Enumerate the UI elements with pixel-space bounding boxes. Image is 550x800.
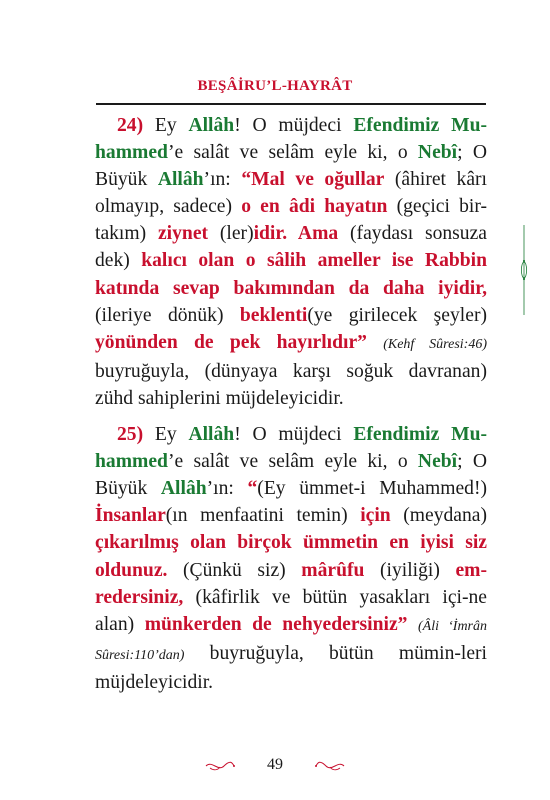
text-run: ! O müjdeci: [234, 115, 354, 136]
text-run: (Çünkü siz): [167, 559, 302, 581]
paragraph-24: [95, 112, 487, 412]
verse-emphasis: idir. Ama: [253, 223, 339, 245]
item-number: 25): [117, 424, 155, 446]
text-run: (kâfirlik ve bütün yasakları içi-ne alan): [95, 586, 487, 635]
text-run: buyruğuyla, bütün mümin-leri müjdeleyicidir.: [95, 642, 487, 693]
name-emphasis: Efendimiz Mu-hammed: [95, 424, 487, 473]
name-emphasis: Allâh: [188, 424, 235, 446]
text-run: ; O Büyük: [95, 142, 487, 191]
text-run: [407, 614, 418, 635]
verse-emphasis: için: [360, 505, 391, 527]
text-run: (faydası sonsuza dek): [95, 223, 488, 272]
verse-emphasis: “Mal ve oğullar: [241, 169, 385, 191]
paragraph-25: [95, 421, 487, 696]
text-run: (Ey ümmet-i Muhammed!): [257, 478, 488, 500]
text-run: (ileriye dönük): [95, 304, 240, 326]
text-run: (ye girilecek şeyler): [307, 304, 487, 326]
footer-ornament-right-icon: [314, 759, 346, 773]
verse-emphasis: yönünden de pek hayırlıdır”: [95, 331, 367, 353]
text-run: ’e salât ve selâm eyle ki, o: [167, 451, 418, 473]
verse-emphasis: beklenti: [239, 304, 308, 326]
text-run: Ey: [154, 115, 189, 136]
verse-emphasis: münkerden de nehyedersiniz”: [144, 613, 408, 635]
page-footer: [0, 756, 550, 778]
name-emphasis: Allâh: [188, 115, 235, 136]
text-run: (geçici bir-takım): [95, 196, 487, 245]
text-run: ’ın:: [206, 478, 248, 500]
text-run: ! O müjdeci: [234, 424, 354, 446]
text-run: ; O Büyük: [95, 451, 487, 500]
text-run: Ey: [154, 424, 189, 446]
running-header: BEŞÂİRU’L-HAYRÂT: [197, 78, 353, 94]
text-run: ’e salât ve selâm eyle ki, o: [167, 142, 418, 164]
text-run: (iyiliği): [364, 559, 456, 581]
verse-emphasis: İnsanlar: [95, 505, 166, 527]
verse-emphasis: ziynet: [157, 223, 209, 245]
source-citation: (Âli ‘İmrân Sûresi:110’dan): [95, 618, 488, 663]
verse-emphasis: “: [247, 478, 258, 500]
text-run: (âhiret kârı olmayıp, sadece): [95, 169, 488, 218]
text-run: (ler): [208, 223, 254, 245]
verse-emphasis: o en âdi hayatın: [241, 196, 388, 218]
header-rule: [96, 103, 486, 105]
source-citation: (Kehf Sûresi:46): [383, 336, 487, 352]
name-emphasis: Efendimiz Mu-hammed: [95, 115, 487, 164]
text-run: [367, 332, 383, 353]
name-emphasis: Nebî: [417, 451, 458, 473]
verse-emphasis: em-redersiniz,: [95, 559, 487, 608]
side-ornament-icon: [521, 225, 527, 315]
text-run: ’ın:: [203, 169, 242, 191]
page-body: [95, 112, 487, 696]
item-number: 24): [117, 115, 155, 136]
text-run: buyruğuyla, (dünyaya karşı soğuk davranan) zühd sahiplerini müjdeleyicidir.: [95, 360, 487, 409]
page-number: 49: [267, 756, 283, 773]
text-run: (meydana): [390, 505, 488, 527]
verse-emphasis: kalıcı olan o sâlih ameller ise Rabbin katında sevap bakımından da daha iyidir,: [95, 250, 487, 299]
name-emphasis: Allâh: [160, 478, 207, 500]
name-emphasis: Nebî: [417, 142, 458, 164]
verse-emphasis: çıkarılmış olan birçok ümmetin en iyisi siz oldunuz.: [95, 532, 487, 581]
name-emphasis: Allâh: [157, 169, 204, 191]
verse-emphasis: mârûfu: [301, 559, 365, 581]
text-run: (ın menfaatini temin): [165, 505, 361, 527]
